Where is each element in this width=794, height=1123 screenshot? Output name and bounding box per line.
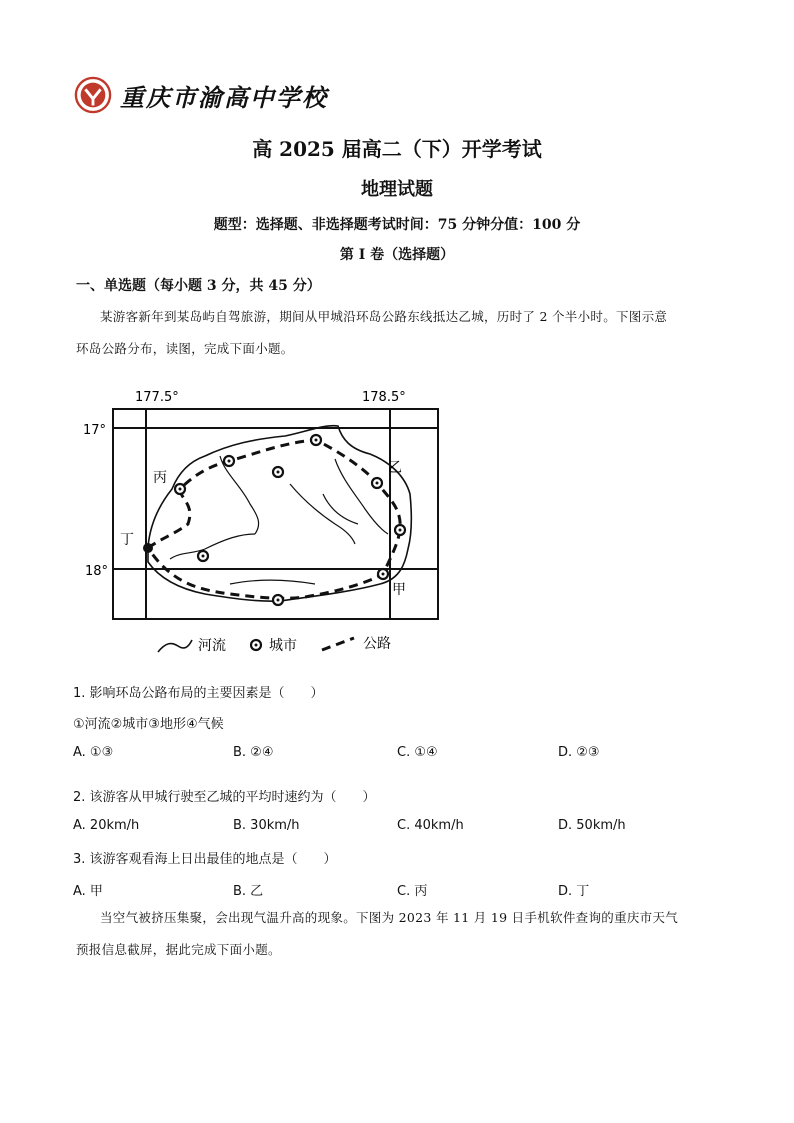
school-logo	[74, 76, 328, 114]
q3-option-b: B. 乙	[233, 884, 264, 899]
q3-option-a: A. 甲	[73, 884, 103, 899]
question-1-items: ①河流②城市③地形④气候	[73, 717, 224, 732]
intro-line-2: 环岛公路分布，读图，完成下面小题。	[76, 341, 294, 356]
map-legend	[158, 636, 391, 654]
school-emblem-icon	[74, 76, 112, 114]
legend-city-label: 城市	[269, 638, 297, 654]
q2-option-c: C. 40km/h	[397, 818, 464, 833]
q2-option-d: D. 50km/h	[558, 818, 626, 833]
q1-option-a: A. ①③	[73, 745, 114, 760]
subject-title: 地理试题	[361, 179, 433, 200]
passage-2-line-2: 预报信息截屏，据此完成下面小题。	[76, 942, 281, 957]
part-heading: 第 I 卷（选择题）	[339, 247, 455, 263]
legend-river-label: 河流	[198, 638, 226, 654]
lon-label-right: 178.5°	[362, 390, 406, 405]
q1-option-b: B. ②④	[233, 745, 274, 760]
q1-option-d: D. ②③	[558, 745, 600, 760]
legend-road-label: 公路	[363, 636, 391, 652]
city-label-jia: 甲	[392, 582, 406, 598]
question-3-stem: 3. 该游客观看海上日出最佳的地点是（ ）	[73, 852, 337, 867]
q3-option-c: C. 丙	[397, 884, 428, 899]
q2-option-a: A. 20km/h	[73, 818, 140, 833]
question-1-stem: 1. 影响环岛公路布局的主要因素是（ ）	[73, 686, 324, 701]
ring-road	[148, 440, 400, 598]
q2-option-b: B. 30km/h	[233, 818, 300, 833]
city-markers	[143, 435, 405, 605]
city-label-ding: 丁	[120, 532, 134, 548]
exam-title: 高 2025 届高二（下）开学考试	[252, 137, 542, 161]
island-coastline	[148, 426, 411, 601]
island-map	[80, 384, 460, 662]
city-label-yi: 乙	[388, 460, 402, 476]
passage-2-line-1: 当空气被挤压集聚，会出现气温升高的现象。下图为 2023 年 11 月 19 日手机软件查询的重庆市天气	[100, 910, 679, 925]
school-name: 重庆市渝高中学校	[120, 82, 328, 112]
exam-meta: 题型：选择题、非选择题考试时间：75 分钟分值：100 分	[213, 217, 581, 233]
intro-line-1: 某游客新年到某岛屿自驾旅游，期间从甲城沿环岛公路东线抵达乙城，历时了 2 个半小时。下图示意	[100, 309, 668, 324]
lat-label-top: 17°	[83, 423, 107, 438]
lat-label-bottom: 18°	[85, 564, 109, 579]
city-label-bing: 丙	[153, 470, 167, 486]
lon-label-left: 177.5°	[135, 390, 179, 405]
question-2-stem: 2. 该游客从甲城行驶至乙城的平均时速约为（ ）	[73, 790, 376, 805]
q1-option-c: C. ①④	[397, 745, 438, 760]
section-heading: 一、单选题（每小题 3 分，共 45 分）	[76, 278, 321, 294]
q3-option-d: D. 丁	[558, 884, 590, 899]
